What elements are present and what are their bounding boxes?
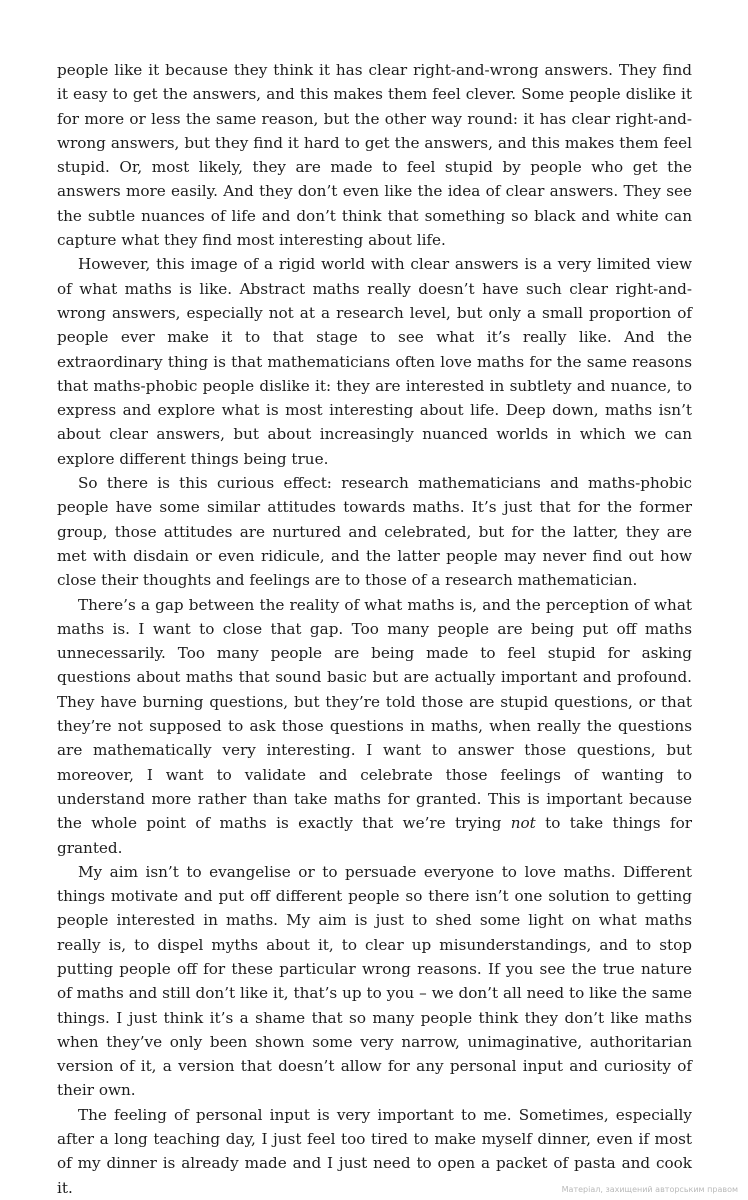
paragraph-4-text-after: to take things for granted.: [57, 814, 692, 857]
paragraph-3: So there is this curious effect: research mathematicians and maths-phobic people have some similar attitudes towards maths. It’s just that for the former group, those attitudes are nurtured and celebrated, but for the latter, they are met with disdain or even ridicule, and the latter people may never find out how close their thoughts and feelings are to those of a research mathematician.: [57, 474, 692, 590]
page-body: [57, 58, 692, 1200]
paragraph-5: My aim isn’t to evangelise or to persuade everyone to love maths. Different things motivate and put off different people so there isn’t one solution to getting people interested in maths. My aim is just to shed some light on what maths really is, to dispel myths about it, to clear up misunderstandings, and to stop putting people off for these particular wrong reasons. If you see the true nature of maths and still don’t like it, that’s up to you – we don’t all need to like the same things. I just think it’s a shame that so many people think they don’t like maths when they’ve only been shown some very narrow, unimaginative, authoritarian version of it, a version that doesn’t allow for any personal input and curiosity of their own.: [57, 862, 692, 1100]
paragraph-1: people like it because they think it has clear right-and-wrong answers. They find it easy to get the answers, and this makes them feel clever. Some people dislike it for more or less the same reason, but the other way round: it has clear right-and-wrong answers, but they find it hard to get the answers, and this makes them feel stupid. Or, most likely, they are made to feel stupid by people who get the answers more easily. And they don’t even like the idea of clear answers. They see the subtle nuances of life and don’t think that something so black and white can capture what they find most interesting about life.: [57, 61, 692, 250]
paragraph-4: [57, 593, 692, 860]
paragraph-4-emphasis: not: [510, 814, 536, 833]
copyright-watermark: Матеріал, захищений авторським правом: [561, 1185, 738, 1194]
paragraph-6: The feeling of personal input is very important to me. Sometimes, especially after a long teaching day, I just feel too tired to make myself dinner, even if most of my dinner is already made and I just need to open a packet of pasta and cook it.: [57, 1105, 692, 1197]
paragraph-2: However, this image of a rigid world with clear answers is a very limited view of what maths is like. Abstract maths really doesn’t have such clear right-and-wrong answers, especially not at a research level, but only a small proportion of people ever make it to that stage to see what it’s really like. And the extraordinary thing is that mathematicians often love maths for the same reasons that maths-phobic people dislike it: they are interested in subtlety and nuance, to express and explore what is most interesting about life. Deep down, maths isn’t about clear answers, but about increasingly nuanced worlds in which we can explore different things being true.: [57, 255, 692, 468]
paragraph-4-text-before: There’s a gap between the reality of what maths is, and the perception of what maths is. I want to close that gap. Too many people are being put off maths unnecessarily. Too many people are being made to feel stupid for asking questions about maths that sound basic but are actually important and profound. They have burning questions, but they’re told those are stupid questions, or that they’re not supposed to ask those questions in maths, when really the questions are mathematically very interesting. I want to answer those questions, but moreover, I want to validate and celebrate those feelings of wanting to understand more rather than take maths for granted. This is important because the whole point of maths is exactly that we’re trying: [57, 595, 692, 833]
